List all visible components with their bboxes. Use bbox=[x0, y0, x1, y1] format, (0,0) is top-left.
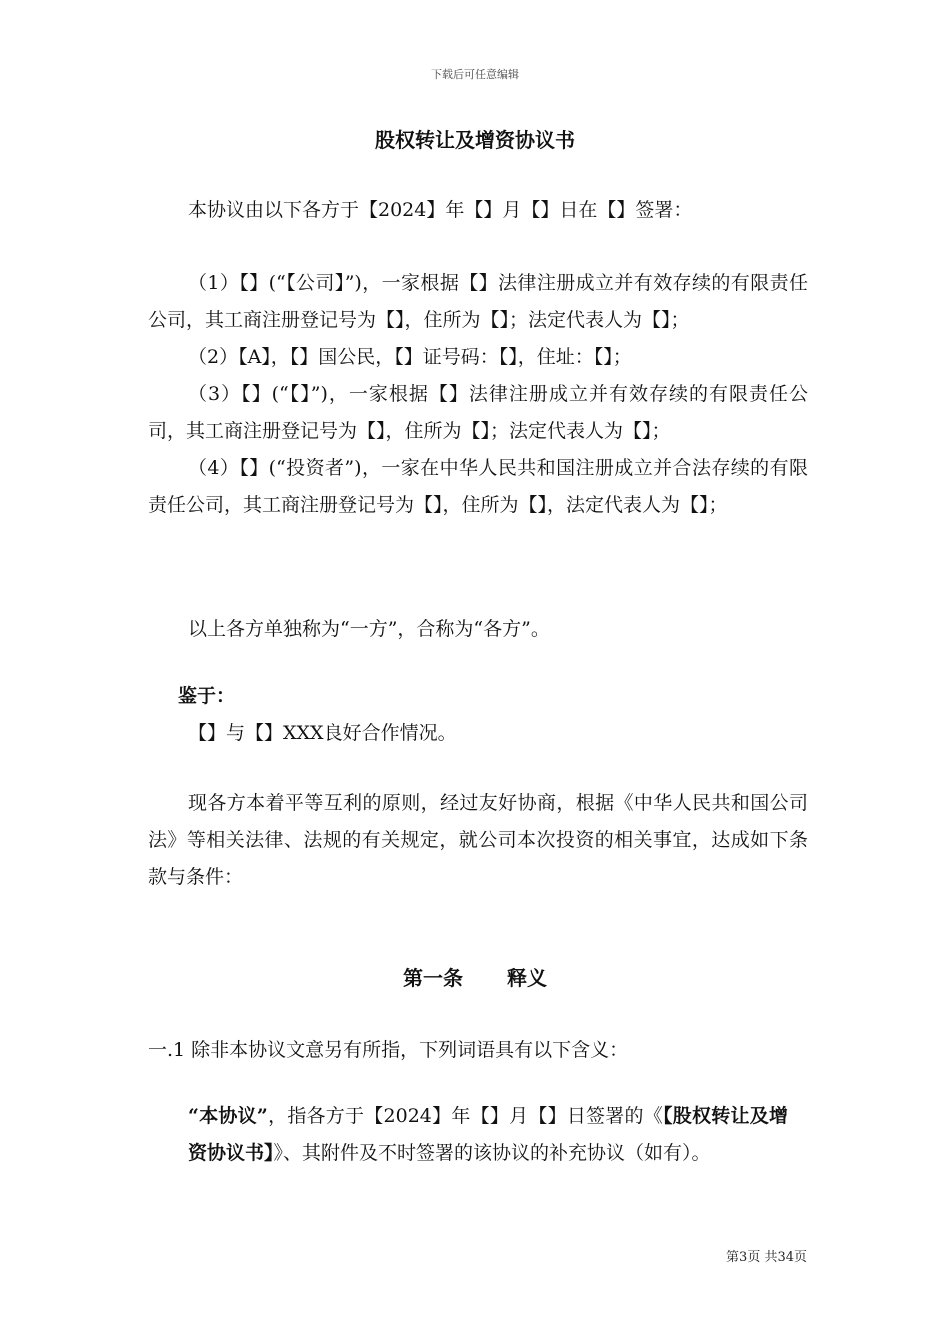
definition-part2: 》、其附件及不时签署的该协议的补充协议（如有）。 bbox=[273, 1142, 711, 1164]
document-title: 股权转让及增资协议书 bbox=[375, 128, 575, 152]
party-2: （2）【A】，【】国公民，【】证号码：【】，住址：【】； bbox=[188, 346, 632, 368]
clause-1-1: 一.1 除非本协议文意另有所指，下列词语具有以下含义： bbox=[148, 1039, 629, 1061]
clause-block bbox=[148, 1032, 808, 1069]
whereas-label: 鉴于： bbox=[178, 685, 236, 707]
collective-block bbox=[148, 611, 808, 648]
party-1: （1）【】(“【公司】”)，一家根据【】法律注册成立并有效存续的有限责任公司，其工商注册登记号为【】，住所为【】；法定代表人为【】； bbox=[148, 272, 808, 331]
article-heading bbox=[0, 962, 950, 991]
definition-block bbox=[188, 1098, 788, 1172]
collective-definition: 以上各方单独称为“一方”，合称为“各方”。 bbox=[188, 618, 550, 640]
page-footer: 第3页 共34页 bbox=[726, 1250, 807, 1265]
party-4: （4）【】(“投资者”)，一家在中华人民共和国注册成立并合法存续的有限责任公司，其工商注册登记号为【】，住所为【】，法定代表人为【】； bbox=[148, 457, 808, 516]
agreement-paragraph: 现各方本着平等互利的原则，经过友好协商，根据《中华人民共和国公司法》等相关法律、法规的有关规定，就公司本次投资的相关事宜，达成如下条款与条件： bbox=[148, 792, 808, 888]
intro-paragraph: 本协议由以下各方于【2024】年【】月【】日在【】签署： bbox=[188, 199, 693, 221]
definition-term: “本协议” bbox=[188, 1105, 268, 1127]
intro-block bbox=[148, 192, 808, 229]
party-3: （3）【】(“【】”)，一家根据【】法律注册成立并有效存续的有限责任公司，其工商注册登记号为【】，住所为【】；法定代表人为【】； bbox=[148, 383, 808, 442]
whereas-block bbox=[148, 678, 808, 752]
definition-paragraph bbox=[188, 1098, 788, 1172]
article-number: 第一条 bbox=[403, 966, 463, 990]
definition-part1: ，指各方于【2024】年【】月【】日签署的《 bbox=[267, 1105, 664, 1127]
agreement-block bbox=[148, 785, 808, 896]
article-name: 释义 bbox=[507, 966, 547, 990]
parties-block bbox=[148, 265, 808, 524]
whereas-text: 【】与【】XXX良好合作情况。 bbox=[188, 722, 457, 744]
definition-doc-name: 【股权转让及增资协议书】 bbox=[188, 1105, 788, 1164]
header-note: 下载后可任意编辑 bbox=[431, 68, 519, 81]
